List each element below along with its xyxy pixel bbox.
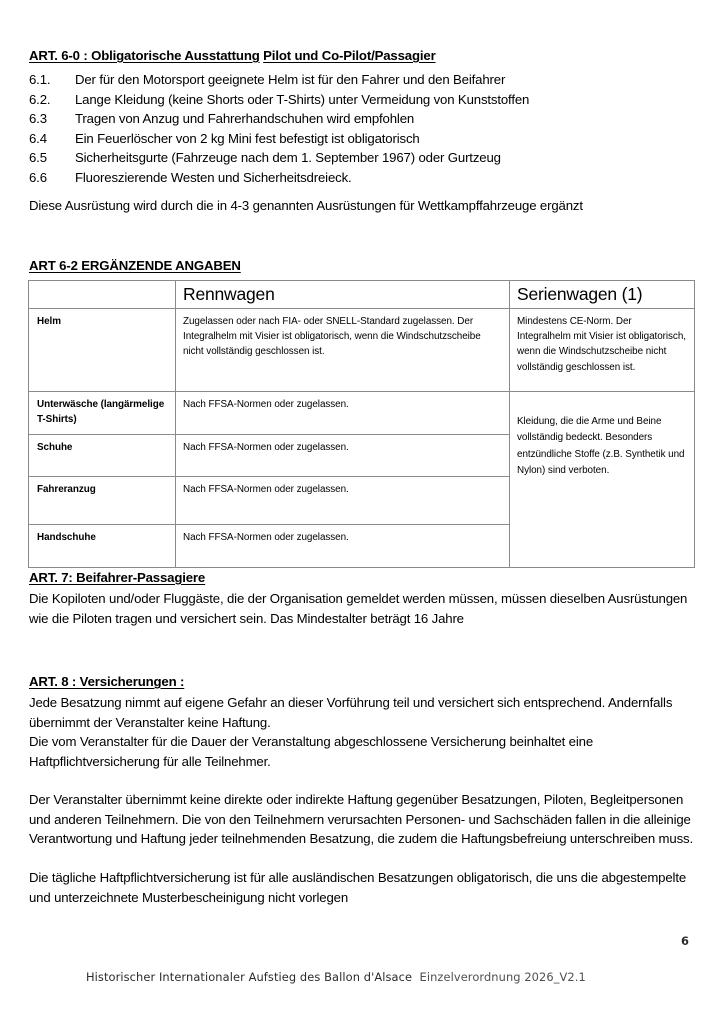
table-header-rennwagen: Rennwagen bbox=[176, 281, 510, 309]
table-row-label: Unterwäsche (langärmelige T-Shirts) bbox=[29, 392, 176, 435]
section-6-0-closing-paragraph: Diese Ausrüstung wird durch die in 4-3 genannten Ausrüstungen für Wettkampffahrzeuge ergänzt bbox=[29, 198, 583, 213]
table-header-empty bbox=[29, 281, 176, 309]
list-item-text: Fluoreszierende Westen und Sicherheitsdreieck. bbox=[75, 169, 352, 185]
list-item-number: 6.3 bbox=[29, 111, 47, 127]
table-cell-rennwagen: Nach FFSA-Normen oder zugelassen. bbox=[176, 525, 510, 568]
table-row-label: Schuhe bbox=[29, 435, 176, 477]
table-cell-serienwagen: Mindestens CE-Norm. Der Integralhelm mit Visier ist obligatorisch, wenn die Windschutzscheibe nicht vollständig geschlossen ist. bbox=[510, 309, 695, 392]
list-item bbox=[29, 90, 694, 110]
table-cell-rennwagen: Nach FFSA-Normen oder zugelassen. bbox=[176, 392, 510, 435]
table-cell-rennwagen: Zugelassen oder nach FIA- oder SNELL-Standard zugelassen. Der Integralhelm mit Visier ist obligatorisch, wenn die Windschutzscheibe nicht vollständig geschlossen ist. bbox=[176, 309, 510, 392]
section-7-paragraph: Die Kopiloten und/oder Fluggäste, die der Organisation gemeldet werden müssen, müssen dieselben Ausrüstungen wie die Piloten tragen und versichert sein. Das Mindestalter beträgt 16 Jahre bbox=[29, 591, 688, 626]
section-8-paragraph-1: Jede Besatzung nimmt auf eigene Gefahr an dieser Vorführung teil und versichert sich entsprechend. Andernfalls übernimmt der Veranstalter keine Haftung. bbox=[29, 695, 673, 730]
numbered-list-6 bbox=[29, 70, 694, 188]
list-item-text: Lange Kleidung (keine Shorts oder T-Shirts) unter Vermeidung von Kunststoffen bbox=[75, 91, 530, 107]
list-item-text: Der für den Motorsport geeignete Helm ist für den Fahrer und den Beifahrer bbox=[75, 72, 506, 87]
list-item bbox=[29, 129, 694, 149]
equipment-table bbox=[28, 280, 695, 568]
list-item bbox=[29, 168, 694, 188]
list-item-text: Tragen von Anzug und Fahrerhandschuhen wird empfohlen bbox=[75, 111, 415, 127]
table-cell-rennwagen: Nach FFSA-Normen oder zugelassen. bbox=[176, 435, 510, 477]
list-item-number: 6.6 bbox=[29, 169, 47, 185]
page-number: 6 bbox=[681, 934, 689, 948]
section-heading-6-0 bbox=[29, 48, 436, 63]
section-heading-8 bbox=[29, 674, 184, 689]
section-8-paragraph-2: Die vom Veranstalter für die Dauer der Veranstaltung abgeschlossene Versicherung beinhaltet eine Haftpflichtversicherung für alle Teilnehmer. bbox=[29, 734, 594, 769]
table-row-label: Handschuhe bbox=[29, 525, 176, 568]
section-heading-6-2 bbox=[29, 258, 241, 273]
list-item-text: Sicherheitsgurte (Fahrzeuge nach dem 1. September 1967) oder Gurtzeug bbox=[75, 150, 501, 166]
list-item-number: 6.4 bbox=[29, 130, 47, 146]
section-heading-6-0-part2: Pilot und Co-Pilot/Passagier bbox=[263, 48, 436, 63]
section-heading-6-2-text: ART 6-2 ERGÄNZENDE ANGABEN bbox=[29, 258, 241, 273]
list-item-number: 6.1. bbox=[29, 72, 51, 87]
section-heading-6-0-part1: ART. 6-0 : Obligatorische Ausstattung bbox=[29, 48, 260, 63]
footer-event-title: Historischer Internationaler Aufstieg des Ballon d'Alsace bbox=[86, 970, 413, 984]
table-row bbox=[29, 392, 695, 435]
table-header-row bbox=[29, 281, 695, 309]
page-footer bbox=[86, 970, 586, 984]
list-item bbox=[29, 148, 694, 168]
table-row bbox=[29, 309, 695, 392]
section-heading-8-text: ART. 8 : Versicherungen : bbox=[29, 674, 185, 689]
list-item-number: 6.5 bbox=[29, 150, 47, 166]
section-heading-7-text: ART. 7: Beifahrer-Passagiere bbox=[29, 570, 206, 585]
section-heading-7 bbox=[29, 570, 205, 585]
section-8-paragraph-3: Der Veranstalter übernimmt keine direkte oder indirekte Haftung gegenüber Besatzungen, Piloten, Begleitpersonen und anderen Teilnehmern. Die von den Teilnehmern verursachten Personen- und Sachschäden fallen in die alleinige Verantwortung und Haftung jeder teilnehmenden Besatzung, die zudem die Haftungsbefreiung unterschreiben muss. bbox=[29, 792, 693, 846]
list-item-number: 6.2. bbox=[29, 91, 51, 107]
footer-doc-reference: Einzelverordnung 2026_V2.1 bbox=[419, 970, 586, 984]
table-header-serienwagen: Serienwagen (1) bbox=[510, 281, 695, 309]
table-row-label: Helm bbox=[29, 309, 176, 392]
table-cell-serienwagen-merged: Kleidung, die die Arme und Beine vollständig bedeckt. Besonders entzündliche Stoffe (z.B. Synthetik und Nylon) sind verboten. bbox=[510, 392, 695, 568]
list-item bbox=[29, 109, 694, 129]
list-item-text: Ein Feuerlöscher von 2 kg Mini fest befestigt ist obligatorisch bbox=[75, 130, 420, 146]
table-cell-rennwagen: Nach FFSA-Normen oder zugelassen. bbox=[176, 477, 510, 525]
section-8-paragraph-4: Die tägliche Haftpflichtversicherung ist für alle ausländischen Besatzungen obligatorisch, die uns die abgestempelte und unterzeichnete Musterbescheinigung nicht vorlegen bbox=[29, 870, 687, 905]
list-item bbox=[29, 70, 694, 90]
table-row-label: Fahreranzug bbox=[29, 477, 176, 525]
